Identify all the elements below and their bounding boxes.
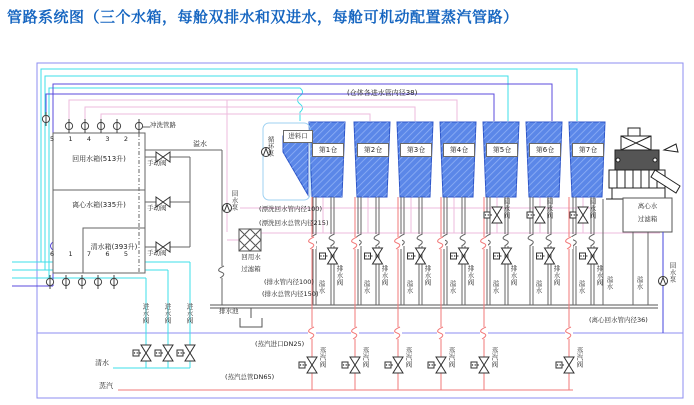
note-steam-inlet: (蒸汽进口DN25)	[255, 340, 305, 348]
overflow-label-right-2: 溢水	[635, 276, 644, 290]
steam-valve-label-4: 蒸汽阀	[447, 347, 456, 368]
steam-valve-label-3: 蒸汽阀	[404, 347, 413, 368]
centrifugal-filter-label-2: 过滤箱	[637, 215, 658, 223]
compartment-label-3: 第3仓	[400, 143, 432, 157]
drain-valve-label-3: 排水阀	[423, 265, 432, 286]
reuse-filter-label-2: 过滤箱	[241, 265, 261, 273]
overflow-label-2: 溢水	[362, 280, 371, 294]
pipe-break-icon	[218, 266, 226, 278]
manual-valve-label-3: 手动阀	[147, 249, 167, 257]
note-centrifugal-return: (离心回水管内径36)	[589, 316, 648, 324]
return-pump-right-icon	[659, 277, 668, 286]
return-valve-label-3: 回水阀	[588, 198, 597, 219]
overflow-label-right-1: 溢水	[605, 276, 614, 290]
tank-overflow-label: 溢水	[193, 140, 207, 148]
overflow-label-1: 溢水	[317, 280, 326, 294]
tank-label-clean: 清水箱(393升)	[90, 243, 138, 251]
reuse-water-filter-icon	[239, 229, 261, 251]
inlet-valve-label-3: 进水阀	[185, 303, 194, 324]
feed-inlet-label: 进料口	[283, 130, 313, 143]
drain-valve-label-4: 排水阀	[466, 265, 475, 286]
return-valve-label-1: 回水阀	[502, 198, 511, 219]
overflow-label-7: 溢水	[577, 280, 586, 294]
drain-valve-label-7: 排水阀	[595, 265, 604, 286]
centrifuge-machine-icon	[606, 128, 680, 199]
manual-valve-label-1: 手动阀	[147, 159, 167, 167]
compartment-shapes	[283, 122, 605, 197]
compartment-label-2: 第2仓	[357, 143, 389, 157]
steam-valve-label-5: 蒸汽阀	[490, 347, 499, 368]
note-rinse-return: (漂洗回水管内径100)	[259, 205, 322, 213]
drain-pool-label: 排水池	[219, 307, 239, 315]
compartment-label-4: 第4仓	[443, 143, 475, 157]
note-drain-main: (排水总管内径150)	[262, 290, 319, 298]
compartment-label-5: 第5仓	[486, 143, 518, 157]
return-pump-left-label: 回水泵	[230, 190, 239, 211]
overflow-label-4: 溢水	[448, 280, 457, 294]
note-rinse-return-main: (漂洗回水总管内径215)	[259, 219, 329, 227]
diagram-title: 管路系统图（三个水箱，每舱双排水和双进水，每舱可机动配置蒸汽管路）	[7, 8, 519, 26]
drain-valve-label-1: 排水阀	[335, 265, 344, 286]
tank-top-numbers: 5 1 4 3 2	[50, 135, 128, 143]
overflow-label-3: 溢水	[405, 280, 414, 294]
note-steam-main: (蒸汽总管DN65)	[225, 373, 275, 381]
return-valve-label-2: 回水阀	[545, 198, 554, 219]
overflow-label-5: 溢水	[491, 280, 500, 294]
tank-label-centrifugal: 离心水箱(335升)	[72, 201, 126, 209]
clean-water-label: 清水	[95, 359, 109, 367]
inlet-valve-icons	[133, 345, 195, 361]
drain-valve-label-5: 排水阀	[509, 265, 518, 286]
centrifugal-filter-label-1: 离心水	[637, 202, 658, 210]
return-pump-right-label: 回水泵	[668, 262, 677, 283]
drain-valve-label-2: 排水阀	[380, 265, 389, 286]
note-compartment-inlet: (仓体各进水管内径38)	[347, 89, 418, 97]
compartment-label-6: 第6仓	[529, 143, 561, 157]
tank-label-reuse: 回用水箱(513升)	[72, 155, 126, 163]
steam-valve-label-2: 蒸汽阀	[361, 347, 370, 368]
steam-valve-icons	[299, 357, 574, 373]
tank-bottom-numbers: 6 1 7 6 5	[50, 250, 128, 258]
inlet-valve-label-2: 进水阀	[163, 303, 172, 324]
drain-valve-label-6: 排水阀	[552, 265, 561, 286]
reuse-filter-label-1: 回用水	[241, 253, 261, 261]
return-valve-icons	[484, 207, 588, 223]
steam-valve-label-6: 蒸汽阀	[575, 347, 584, 368]
manual-valve-label-2: 手动阀	[147, 204, 167, 212]
flush-line-label: 冲洗管路	[150, 121, 176, 129]
overflow-label-6: 溢水	[534, 280, 543, 294]
inlet-valve-label-1: 进水阀	[141, 303, 150, 324]
steam-label: 蒸汽	[99, 382, 113, 390]
circulation-pump-label: 循环泵	[266, 136, 275, 157]
note-drain-pipe: (排水管内径100)	[264, 278, 314, 286]
compartment-label-1: 第1仓	[312, 143, 344, 157]
steam-valve-label-1: 蒸汽阀	[318, 347, 327, 368]
compartment-label-7: 第7仓	[572, 143, 604, 157]
